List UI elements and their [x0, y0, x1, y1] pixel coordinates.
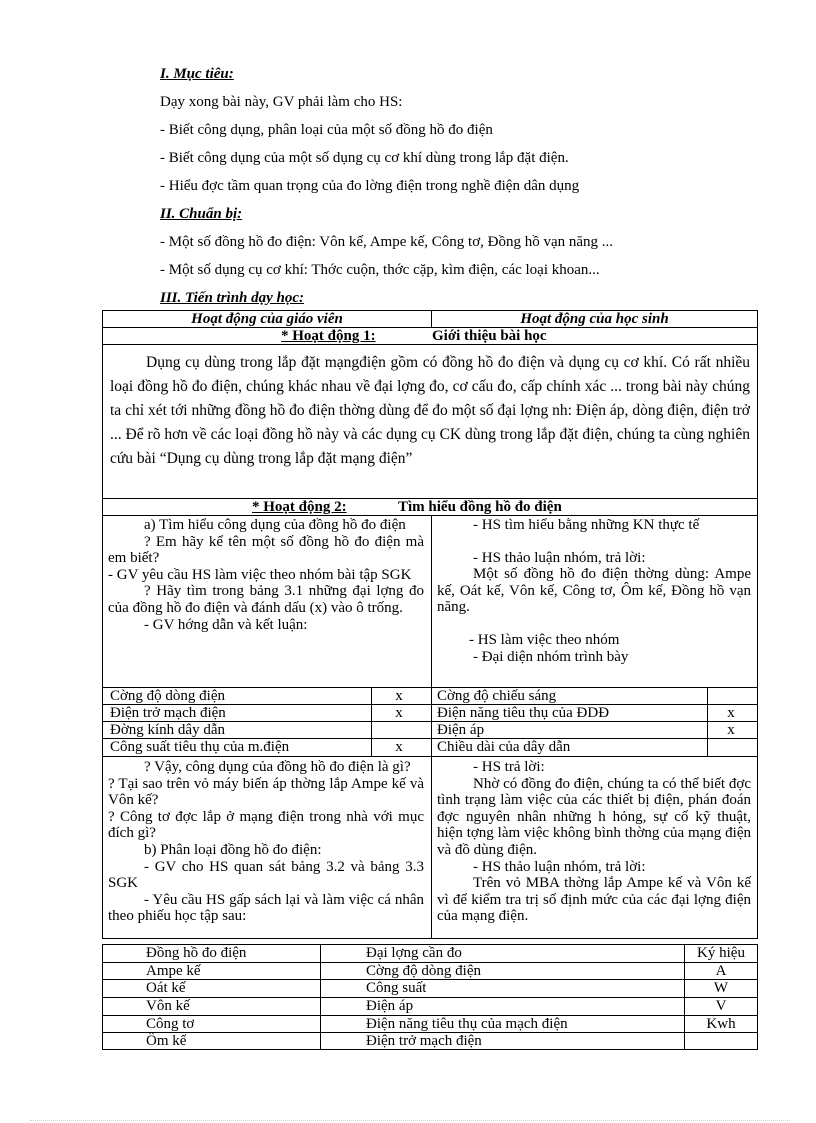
meter-cell: W: [713, 980, 729, 996]
page-bottom-border: [30, 1120, 790, 1121]
quantity-left: Điện trở mạch điện: [110, 705, 226, 721]
teacher-activities-bottom: [108, 759, 424, 925]
quantity-left: Đờng kính dây dẫn: [110, 722, 225, 738]
activity2-title: Tìm hiểu đồng hồ đo điện: [398, 499, 562, 515]
meter-cell: Công suất: [366, 980, 427, 996]
quantity-mark: x: [727, 722, 735, 738]
objectives-heading: I. Mục tiêu:: [160, 66, 234, 82]
teacher-step: ? Em hãy kể tên một số đồng hồ đo điện mà em biết?: [108, 533, 424, 567]
meter-cell: Điện trở mạch điện: [366, 1033, 482, 1049]
meter-cell: Oát kế: [146, 980, 186, 996]
quantity-mark: x: [395, 688, 403, 704]
teacher-activities-top: [108, 517, 424, 633]
process-heading: III. Tiến trình dạy học:: [160, 290, 305, 306]
meter-cell: Điện năng tiêu thụ của mạch điện: [366, 1016, 568, 1032]
student-step: Nhờ có đồng đo điện, chúng ta có thể biết đợc tình trạng làm việc của các thiết bị điện, phán đoán đợc nguyên nhân những h hỏng, sự cố kỹ thuật, hiện tợng làm việc không bình thờng của mạng điện và đồ dùng điện.: [437, 775, 751, 858]
teacher-step: ? Công tơ đợc lắp ở mạng điện trong nhà với mục đích gì?: [108, 808, 424, 842]
objective-item: - Biết công dụng của một số dụng cụ cơ khí dùng trong lắp đặt điện.: [160, 150, 569, 166]
student-step: - HS thảo luận nhóm, trả lời:: [473, 549, 646, 566]
meter-cell: Công tơ: [146, 1016, 195, 1032]
teacher-step: ? Vậy, công dụng của đồng hồ đo điện là gì?: [144, 759, 411, 775]
preparation-item: - Một số đồng hồ đo điện: Vôn kế, Ampe kế, Công tơ, Đồng hồ vạn năng ...: [160, 234, 614, 250]
meter-cell: Ampe kế: [146, 963, 201, 979]
teacher-step: ? Tại sao trên vỏ máy biến áp thờng lắp Ampe kế và Vôn kế?: [108, 775, 424, 809]
meter-cell: Kwh: [706, 1016, 736, 1032]
objective-item: - Hiểu đợc tầm quan trọng của đo lờng điện trong nghề điện dân dụng: [160, 178, 580, 194]
activity2-label: * Hoạt động 2:: [252, 499, 347, 515]
student-step: - HS trả lời:: [473, 759, 545, 775]
preparation-item: - Một số dụng cụ cơ khí: Thớc cuộn, thớc cặp, kìm điện, các loại khoan...: [160, 262, 600, 278]
student-step: Trên vỏ MBA thờng lắp Ampe kế và Vôn kế vì để kiểm tra trị số định mức của các đại lợng điện của mạng điện.: [437, 875, 751, 925]
col-teacher-header: Hoạt động của giáo viên: [191, 311, 343, 327]
objective-item: - Biết công dụng, phân loại của một số đồng hồ đo điện: [160, 122, 493, 138]
teacher-step: a) Tìm hiểu công dụng của đồng hồ đo điện: [144, 517, 406, 533]
student-step: - HS thảo luận nhóm, trả lời:: [473, 858, 646, 875]
quantity-right: Điện năng tiêu thụ của ĐDĐ: [437, 705, 610, 721]
student-step: - HS làm việc theo nhóm: [469, 631, 620, 648]
meter-header: Ký hiệu: [697, 945, 745, 961]
meter-cell: Điện áp: [366, 998, 414, 1014]
teacher-step: - GV hớng dẫn và kết luận:: [144, 616, 308, 633]
quantity-mark: x: [395, 705, 403, 721]
objectives-intro: Dạy xong bài này, GV phải làm cho HS:: [160, 94, 403, 110]
quantity-right: Điện áp: [437, 722, 485, 738]
meter-cell: Ôm kế: [146, 1033, 187, 1049]
teacher-step: ? Hãy tìm trong bảng 3.1 những đại lợng đo của đồng hồ đo điện và đánh dấu (x) vào ô trống.: [108, 583, 424, 616]
teacher-step: b) Phân loại đồng hồ đo điện:: [144, 841, 322, 858]
activity1-text: Dụng cụ dùng trong lắp đặt mạngđiện gồm có đồng hồ đo điện và dụng cụ cơ khí. Có rất nhiều loại đồng hồ đo điện, chúng khác nhau về đại lợng đo, cơ cấu đo, cấp chính xác ... trong bài này chúng ta chỉ xét tới những đồng hồ đo điện thờng dùng để đo một số đại lợng nh: Điện áp, dòng điện, điện trở ... Để rõ hơn về các loại đồng hồ này và các dụng cụ CK dùng trong lắp đặt điện, chúng ta cùng nghiên cứu bài “Dụng cụ dùng trong lắp đặt mạng điện”: [110, 354, 750, 467]
quantity-right: Chiều dài của dây dẫn: [437, 739, 571, 755]
quantity-mark: x: [727, 705, 735, 721]
student-step: - HS tìm hiểu bằng những KN thực tế: [473, 517, 700, 533]
student-step: Một số đồng hồ đo điện thờng dùng: Ampe kế, Oát kế, Vôn kế, Công tơ, Ôm kế, Đồng hồ vạn năng.: [437, 566, 751, 616]
teacher-step: - GV cho HS quan sát bảng 3.2 và bảng 3.3 SGK: [108, 858, 424, 892]
quantity-right: Cờng độ chiếu sáng: [437, 688, 557, 704]
activity1-label: * Hoạt động 1:: [281, 328, 376, 344]
meter-cell: A: [715, 963, 727, 979]
quantity-left: Cờng độ dòng điện: [110, 688, 226, 704]
student-activities-top: [437, 517, 751, 665]
activity1-title: Giới thiệu bài học: [432, 328, 547, 344]
teacher-step: - GV yêu cầu HS làm việc theo nhóm bài tập SGK: [108, 566, 412, 583]
meter-cell: Vôn kế: [146, 998, 190, 1014]
meter-header: Đồng hồ đo điện: [146, 945, 247, 961]
meter-header: Đại lợng cần đo: [366, 945, 462, 961]
preparation-heading: II. Chuẩn bị:: [160, 206, 243, 222]
student-activities-bottom: [437, 759, 751, 925]
quantity-left: Công suất tiêu thụ của m.điện: [110, 739, 290, 755]
quantity-mark: x: [395, 739, 403, 755]
teacher-step: - Yêu cầu HS gấp sách lại và làm việc cá nhân theo phiếu học tập sau:: [108, 891, 424, 925]
student-step: - Đại diện nhóm trình bày: [473, 648, 629, 665]
meter-cell: V: [715, 998, 727, 1014]
meter-cell: Cờng độ dòng điện: [366, 963, 482, 979]
col-student-header: Hoạt động của học sinh: [520, 311, 669, 327]
